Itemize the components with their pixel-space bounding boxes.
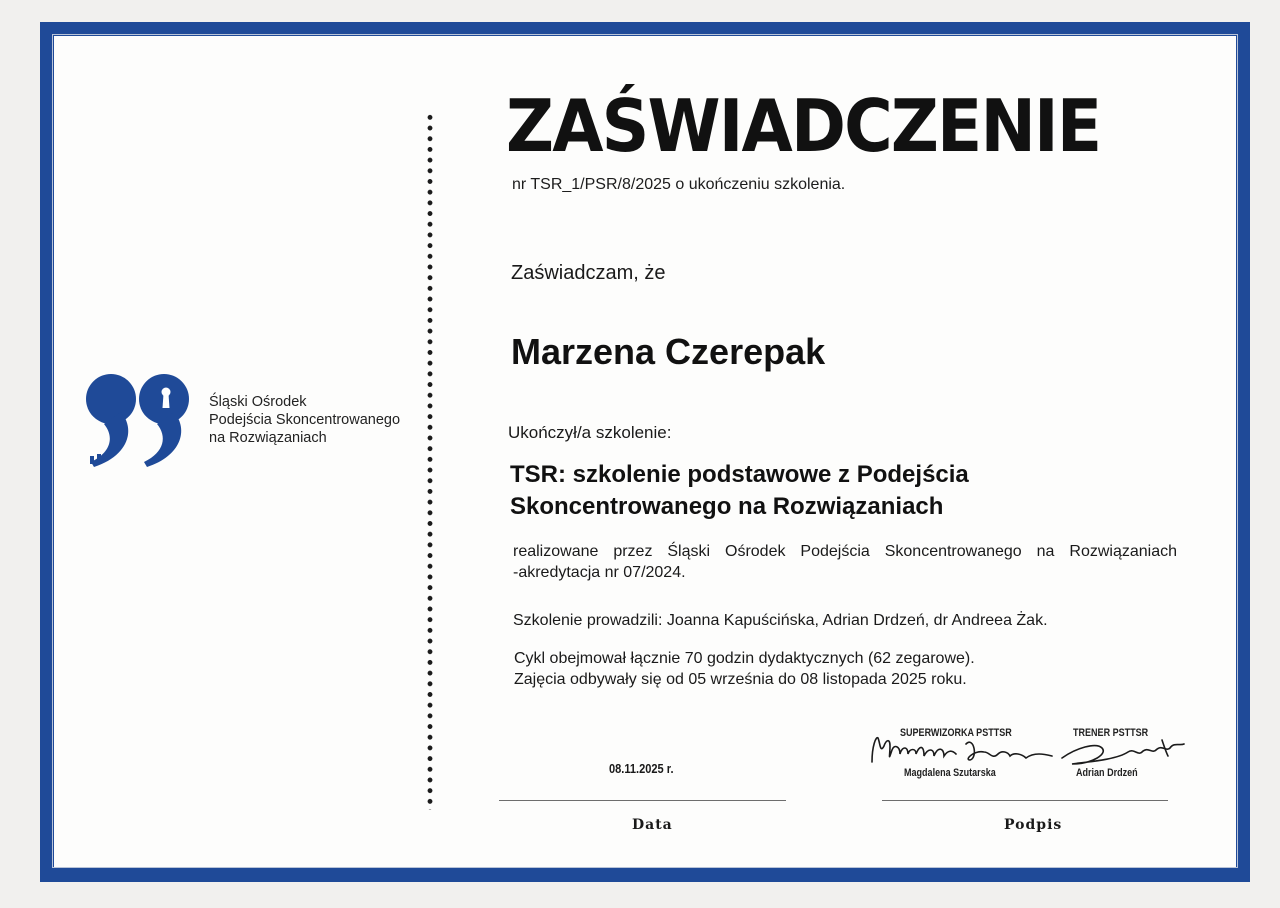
- dotted-divider: [427, 112, 433, 810]
- attest-text: Zaświadczam, że: [511, 262, 666, 284]
- certificate-number: nr TSR_1/PSR/8/2025 o ukończeniu szkolenia.: [512, 176, 846, 193]
- supervisor-name: Magdalena Szutarska: [904, 767, 996, 779]
- recipient-name: Marzena Czerepak: [511, 331, 826, 372]
- signature-label: Podpis: [1004, 817, 1063, 833]
- organization-line-2: Podejścia Skoncentrowanego: [209, 412, 401, 428]
- date-line: [499, 800, 786, 801]
- trainer-name: Adrian Drdzeń: [1076, 767, 1138, 779]
- supervisor-title: SUPERWIZORKA PSTTSR: [900, 727, 1012, 739]
- organization-line-3: na Rozwiązaniach: [209, 430, 327, 446]
- hours-line-2: Zajęcia odbywały się od 05 września do 08 listopada 2025 roku.: [514, 671, 967, 688]
- accreditation-text: [513, 541, 1177, 583]
- hours-text: [514, 648, 975, 690]
- course-title-line-1: TSR: szkolenie podstawowe z Podejścia: [510, 461, 969, 488]
- trainers-text: Szkolenie prowadzili: Joanna Kapuścińska, Adrian Drdzeń, dr Andreea Żak.: [513, 612, 1048, 629]
- issue-date: 08.11.2025 r.: [609, 761, 674, 776]
- trainer-title: TRENER PSTTSR: [1073, 727, 1149, 739]
- certificate-title: ZAŚWIADCZENIE: [506, 84, 1101, 168]
- course-title: [510, 459, 969, 523]
- accreditation-line-2: -akredytacja nr 07/2024.: [513, 564, 686, 581]
- completed-label: Ukończył/a szkolenie:: [508, 423, 672, 442]
- organization-name: [209, 393, 400, 447]
- signature-line: [882, 800, 1168, 801]
- accreditation-line-1: realizowane przez Śląski Ośrodek Podejścia Skoncentrowanego na Rozwiązaniach: [513, 543, 1177, 560]
- organization-line-1: Śląski Ośrodek: [209, 394, 307, 410]
- hours-line-1: Cykl obejmował łącznie 70 godzin dydaktycznych (62 zegarowe).: [514, 650, 975, 667]
- quote-marks-keyhole-logo-icon: [84, 370, 194, 470]
- date-label: Data: [632, 817, 673, 833]
- course-title-line-2: Skoncentrowanego na Rozwiązaniach: [510, 493, 944, 520]
